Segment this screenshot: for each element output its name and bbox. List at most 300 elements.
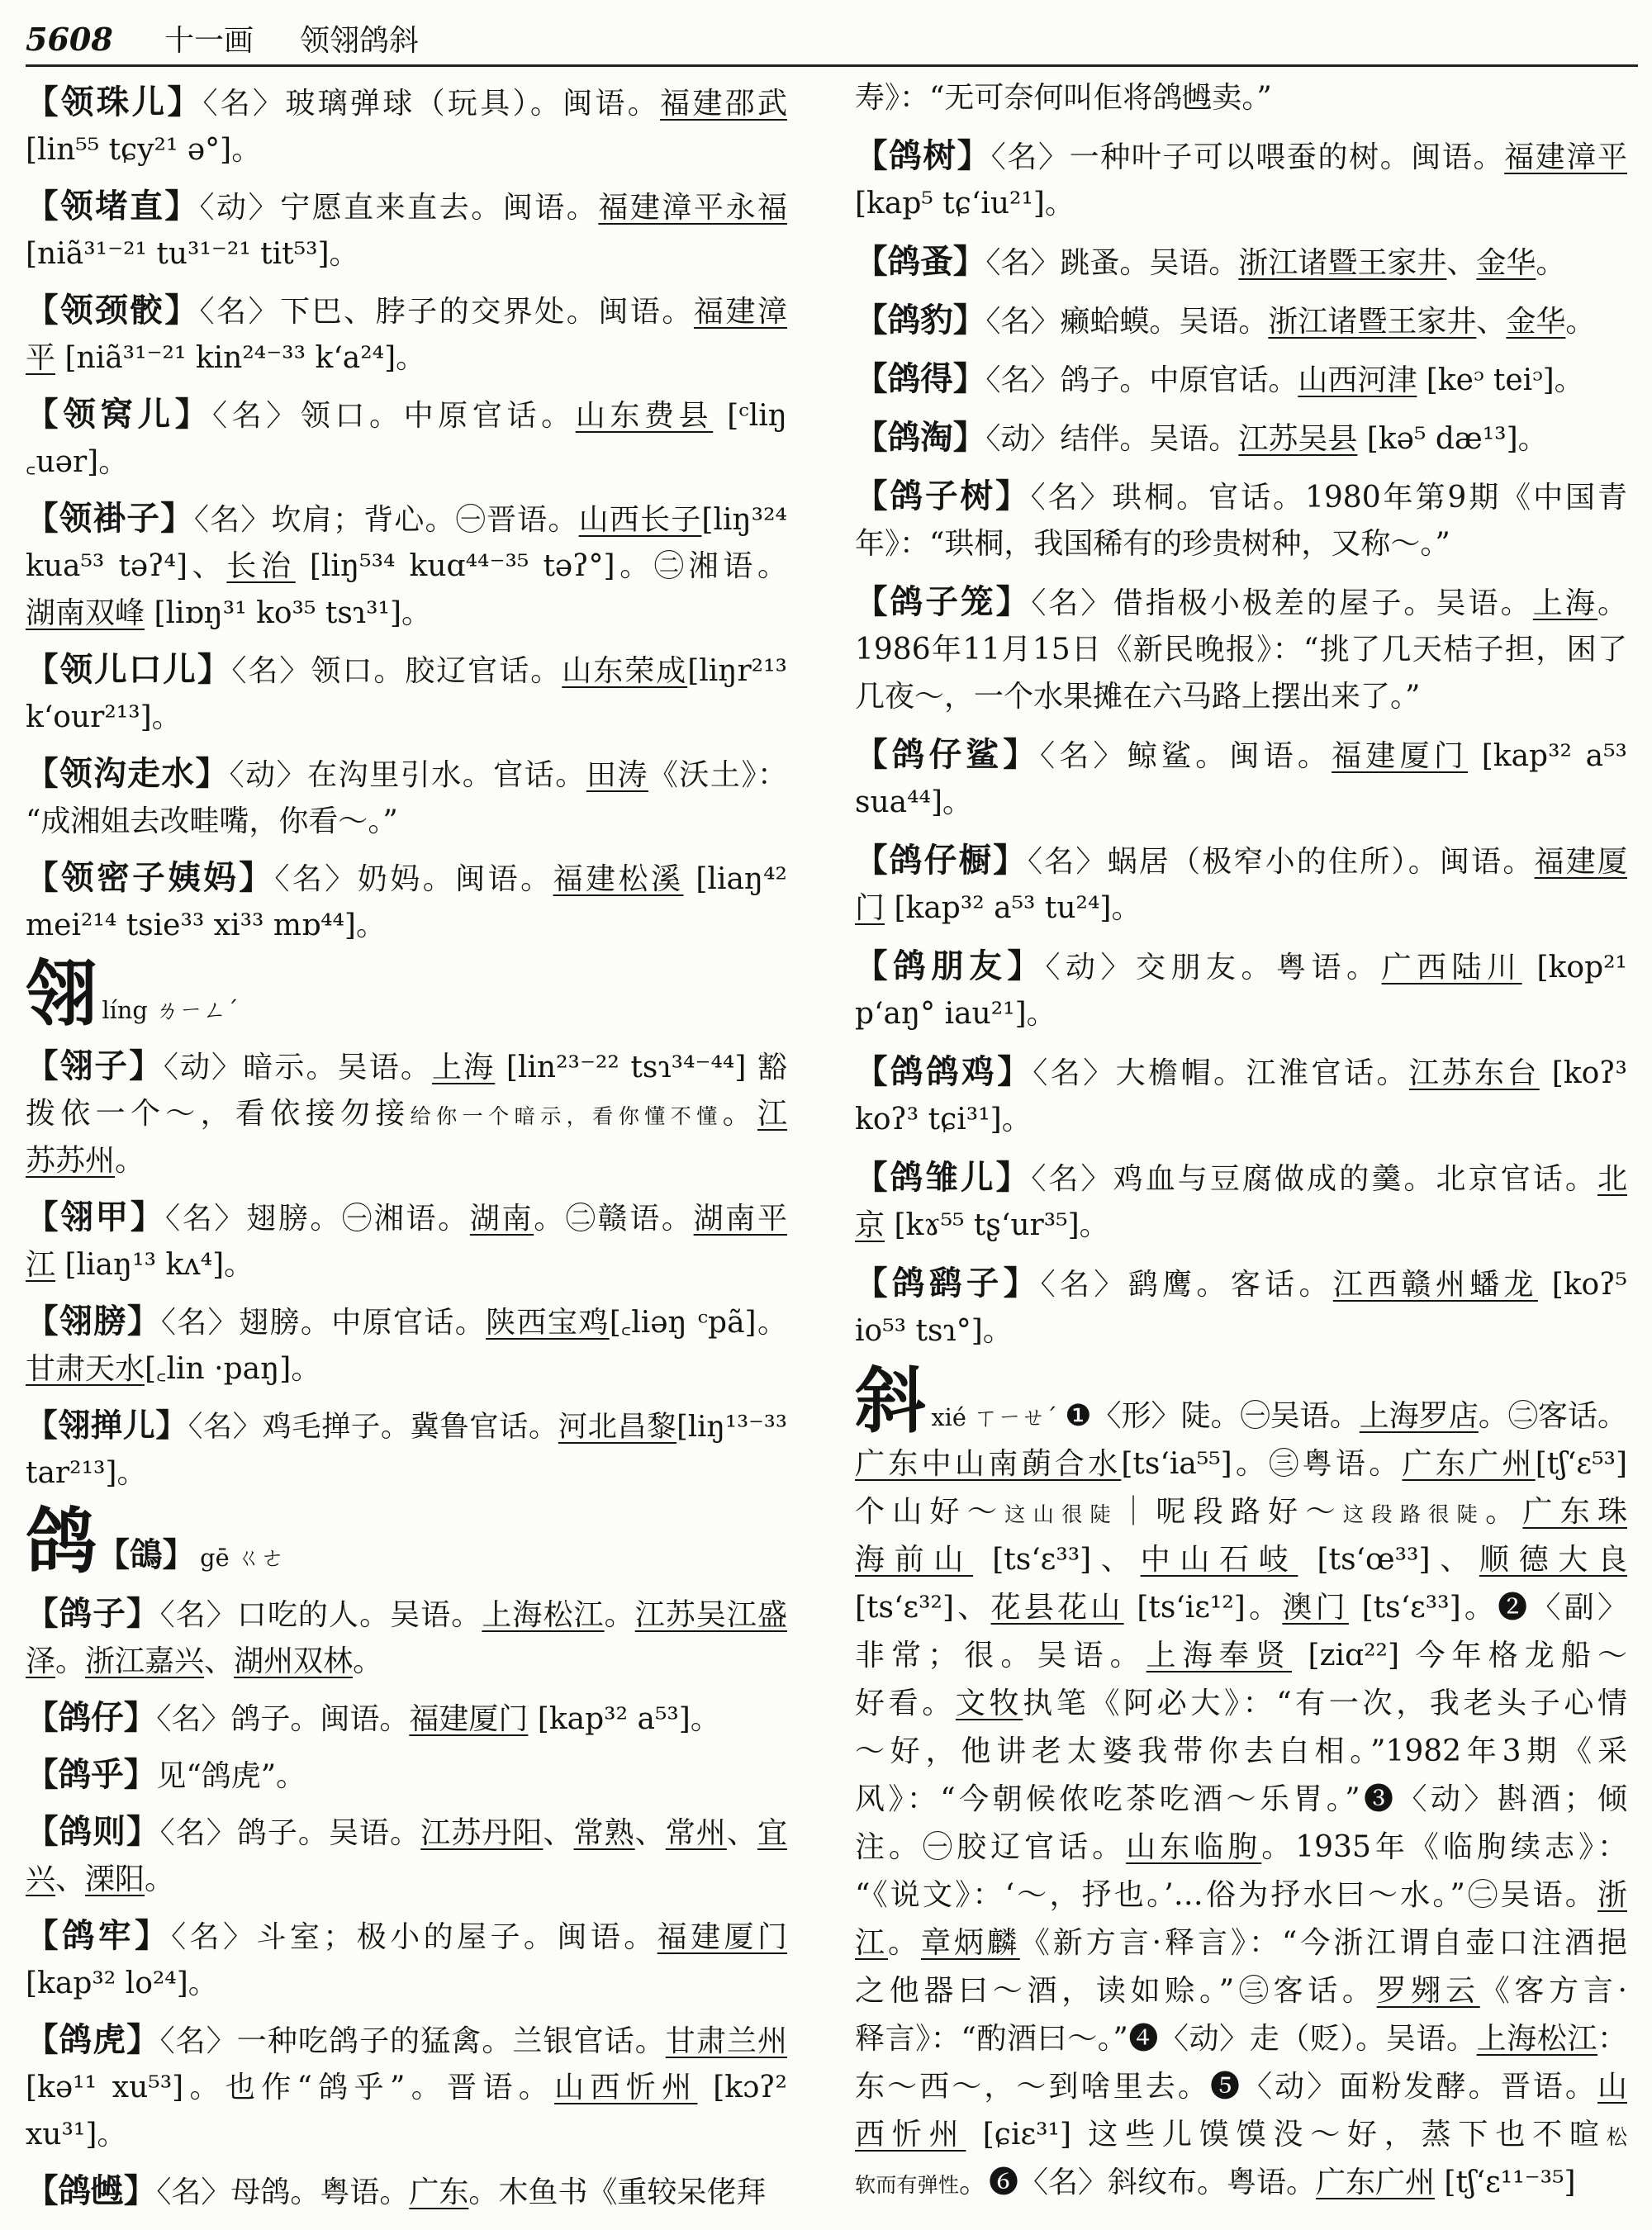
place-name: 西忻州 bbox=[855, 2118, 966, 2152]
entry-text: sua⁴⁴]。 bbox=[855, 785, 973, 819]
place-name: 浙江诸暨王家井 bbox=[1238, 246, 1447, 280]
headword: 【鸽虎】 bbox=[26, 2021, 160, 2059]
headword: 【鸽朋友】 bbox=[855, 947, 1046, 985]
headword: 【领颈骹】 bbox=[26, 292, 200, 330]
place-name: 上海松江 bbox=[1476, 2022, 1597, 2056]
text-line bbox=[855, 990, 1627, 1037]
place-name: 江 bbox=[26, 1248, 56, 1282]
place-name: 山西忻州 bbox=[554, 2071, 698, 2104]
entry-text: [liaŋ⁴² bbox=[683, 862, 787, 896]
place-name: 常州 bbox=[665, 1816, 727, 1850]
place-name: 江 bbox=[855, 1926, 888, 1960]
text-line bbox=[855, 74, 1627, 121]
entry-text: 〈名〉一种叶子可以喂蚕的树。闽语。 bbox=[990, 140, 1505, 174]
entry-text: 风》：“今朝候侬吃茶吃酒～乐胃。”❸〈动〉斟酒；倾 bbox=[855, 1782, 1627, 1816]
place-name: 福建松溪 bbox=[553, 862, 684, 896]
headword: 【鴿】 bbox=[97, 1536, 196, 1574]
entry-text: [liŋ⁵³⁴ kuɑ⁴⁴⁻³⁵ təʔ°]。㊁湘语。 bbox=[295, 549, 787, 583]
text-line bbox=[855, 1824, 1627, 1872]
place-name: 溧阳 bbox=[85, 1862, 145, 1896]
place-name: 福建漳 bbox=[693, 295, 787, 329]
entry-text: 。 bbox=[604, 1598, 635, 1632]
text-line bbox=[26, 1137, 787, 1184]
text-line bbox=[26, 1856, 787, 1903]
text-line bbox=[855, 943, 1627, 990]
entry-text: 〈名〉鸡血与豆腐做成的羹。北京官话。 bbox=[1031, 1162, 1597, 1196]
headword: 【鸽蚤】 bbox=[855, 243, 986, 281]
place-name: 浙江诸暨王家井 bbox=[1268, 305, 1477, 339]
entry-text: ꜀uər]。 bbox=[26, 445, 129, 479]
entry-text: 〈名〉翅膀。中原官话。 bbox=[160, 1306, 487, 1340]
place-name: 山 bbox=[1597, 2070, 1627, 2104]
entry-text: [ɕiɛ³¹] 这些儿馍馍没～好，蒸下也不暄 bbox=[966, 2118, 1607, 2152]
pronunciation: gē ㄍㄜ bbox=[200, 1544, 285, 1572]
place-name: 门 bbox=[855, 891, 885, 925]
entry-text: [koʔ³ bbox=[1539, 1056, 1627, 1090]
place-name: 山东费县 bbox=[575, 399, 714, 433]
dictionary-entry bbox=[855, 579, 1627, 720]
headword: 【鸽则】 bbox=[26, 1813, 160, 1851]
text-line bbox=[855, 1096, 1627, 1143]
entry-text: [tsʻɛ³³]。❷〈副〉 bbox=[1348, 1591, 1627, 1625]
entry-text: 《客方言· bbox=[1479, 1974, 1627, 2008]
entry-text: 〈名〉鸽子。中原官话。 bbox=[985, 363, 1298, 397]
entry-text: 〈名〉珙桐。官话。1980年第9期《中国青 bbox=[1030, 481, 1627, 515]
gloss-note: 这山很陡 bbox=[1004, 1502, 1119, 1526]
gloss-note: 松 bbox=[1606, 2125, 1627, 2149]
place-name: 北 bbox=[1597, 1162, 1627, 1196]
entry-text: 。木鱼书《重较呆佬拜 bbox=[468, 2175, 767, 2209]
dictionary-entry bbox=[26, 1913, 787, 2007]
text-line bbox=[26, 2111, 787, 2158]
entry-text: [tʃʻɛ⁵³] bbox=[1535, 1447, 1627, 1481]
page-header bbox=[26, 18, 419, 61]
entry-text: 。㊁客话。 bbox=[1478, 1399, 1627, 1433]
text-line bbox=[855, 473, 1627, 520]
text-line bbox=[26, 79, 787, 126]
place-name: 河北昌黎 bbox=[558, 1410, 677, 1444]
place-name: 上海罗店 bbox=[1359, 1399, 1479, 1433]
entry-text: [꜀liəŋ ᶜpã]。 bbox=[609, 1306, 787, 1340]
left-column bbox=[26, 79, 787, 2215]
entry-text: 几夜～，一个水果摊在六马路上摆出来了。” bbox=[855, 680, 1421, 714]
dictionary-entry bbox=[855, 732, 1627, 826]
entry-text: 〈名〉借指极小极差的屋子。吴语。 bbox=[1031, 586, 1533, 620]
entry-text: “成湘姐去改畦嘴，你看～。” bbox=[26, 804, 398, 838]
place-name: 宜 bbox=[757, 1816, 787, 1850]
entry-text: koʔ³ tɕi³¹]。 bbox=[855, 1103, 1032, 1136]
text-line bbox=[855, 2063, 1627, 2111]
entry-text: 〈名〉鸽子。吴语。 bbox=[159, 1816, 421, 1850]
headword: 【鸽子】 bbox=[26, 1595, 160, 1633]
place-name: 泽 bbox=[26, 1644, 56, 1678]
place-name: 海前山 bbox=[855, 1543, 974, 1577]
place-name: 山东临朐 bbox=[1126, 1830, 1262, 1864]
text-line bbox=[855, 1307, 1627, 1355]
place-name: 上海 bbox=[432, 1051, 496, 1084]
place-name: 广东广州 bbox=[1315, 2166, 1435, 2199]
text-line bbox=[26, 647, 787, 694]
head-character: 斜 bbox=[855, 1359, 927, 1443]
text-line bbox=[855, 415, 1627, 462]
place-name: 苏苏州 bbox=[26, 1144, 116, 1178]
entry-text: 〈名〉领口。中原官话。 bbox=[211, 399, 576, 433]
entry-text: 〈名〉母鸽。粤语。 bbox=[156, 2175, 410, 2209]
entry-text: kʻour²¹³]。 bbox=[26, 700, 182, 734]
text-line bbox=[26, 1241, 787, 1288]
place-name: 福建邵武 bbox=[660, 87, 787, 121]
place-name: 福建厦 bbox=[1534, 845, 1627, 879]
headword: 【鸽乸】 bbox=[26, 2172, 157, 2210]
dictionary-entry bbox=[855, 133, 1627, 227]
text-line bbox=[26, 230, 787, 278]
text-line bbox=[855, 1155, 1627, 1202]
headword: 【鸽雏儿】 bbox=[855, 1159, 1032, 1197]
place-name: 广东中山南蓢合水 bbox=[855, 1447, 1122, 1481]
place-name: 福建厦门 bbox=[409, 1702, 529, 1736]
place-name: 福建漳平 bbox=[1504, 140, 1627, 174]
text-line bbox=[26, 1500, 787, 1583]
entry-text: [lin⁵⁵ tɕy²¹ ə°]。 bbox=[26, 133, 262, 167]
text-line bbox=[855, 2111, 1627, 2159]
head-character: 鸽 bbox=[26, 1500, 97, 1583]
headword: 【领窝儿】 bbox=[26, 396, 212, 434]
entry-text: 《沃土》： bbox=[648, 758, 787, 792]
entry-text: 。 bbox=[1597, 586, 1627, 620]
entry-text: 〈名〉鲸鲨。闽语。 bbox=[1040, 739, 1332, 773]
head-character: 翎 bbox=[26, 952, 97, 1036]
place-name: 金华 bbox=[1506, 305, 1566, 339]
entry-text: 〈动〉交朋友。粤语。 bbox=[1045, 951, 1382, 985]
entry-text: 年》：“珙桐，我国稀有的珍贵树种，又称～。” bbox=[855, 527, 1450, 561]
dictionary-entry bbox=[855, 1155, 1627, 1249]
place-name: 山西河津 bbox=[1298, 363, 1417, 397]
entry-text: 。㊁赣语。 bbox=[534, 1202, 694, 1236]
text-line bbox=[855, 579, 1627, 626]
text-line bbox=[855, 297, 1627, 344]
entry-text: 东～西～，～到啥里去。❺〈动〉面粉发酵。晋语。 bbox=[855, 2070, 1597, 2104]
entry-text: [niã³¹⁻²¹ tu³¹⁻²¹ tit⁵³]。 bbox=[26, 237, 359, 271]
place-name: 浙江嘉兴 bbox=[85, 1644, 205, 1678]
text-line bbox=[26, 391, 787, 439]
entry-text: 〈名〉蜗居（极窄小的住所）。闽语。 bbox=[1027, 845, 1535, 879]
place-name: 江苏丹阳 bbox=[420, 1816, 544, 1850]
place-name: 上海奉贤 bbox=[1146, 1639, 1293, 1672]
entry-text: [ziɑ²²] 今年格龙船～ bbox=[1292, 1639, 1627, 1672]
text-line bbox=[26, 590, 787, 637]
text-line bbox=[855, 837, 1627, 885]
text-line bbox=[855, 1632, 1627, 1680]
entry-text: 拨依一个～，看依接勿接 bbox=[26, 1097, 411, 1131]
entry-text: 〈名〉翅膀。㊀湘语。 bbox=[165, 1202, 470, 1236]
entry-text: 〈名〉口吃的人。吴语。 bbox=[159, 1598, 482, 1632]
entry-text: 、 bbox=[543, 1816, 574, 1850]
text-line bbox=[26, 694, 787, 741]
entry-text: 〈动〉结伴。吴语。 bbox=[985, 422, 1239, 456]
entry-text: 。 bbox=[145, 1862, 175, 1896]
text-line bbox=[26, 1960, 787, 2007]
text-line bbox=[855, 1202, 1627, 1249]
text-line bbox=[26, 334, 787, 382]
text-line bbox=[26, 1695, 787, 1742]
dictionary-entry bbox=[855, 837, 1627, 932]
entry-text: [kɔʔ² bbox=[697, 2071, 787, 2104]
dictionary-entry bbox=[855, 74, 1627, 121]
entry-text: 〈名〉癞蛤蟆。吴语。 bbox=[985, 305, 1269, 339]
text-line bbox=[855, 673, 1627, 720]
text-line bbox=[855, 1776, 1627, 1824]
text-line bbox=[26, 1809, 787, 1856]
text-line bbox=[855, 626, 1627, 673]
place-name: 澳门 bbox=[1282, 1591, 1349, 1625]
text-line bbox=[26, 1591, 787, 1638]
entry-text: [liŋ³²⁴ bbox=[701, 503, 787, 537]
entry-text: [kap³² a⁵³]。 bbox=[528, 1702, 720, 1736]
text-line bbox=[26, 1752, 787, 1799]
entry-text: 个山好～ bbox=[855, 1495, 1005, 1529]
entry-text: [keᵓ teiᵓ]。 bbox=[1417, 363, 1584, 397]
text-line bbox=[855, 133, 1627, 180]
text-line bbox=[26, 496, 787, 543]
text-line bbox=[855, 732, 1627, 779]
headword: 【鸽子笼】 bbox=[855, 583, 1032, 621]
headword: 【领珠儿】 bbox=[26, 83, 203, 121]
text-line bbox=[855, 1536, 1627, 1584]
dictionary-entry bbox=[855, 356, 1627, 403]
entry-text: [liŋr²¹³ bbox=[687, 654, 787, 688]
entry-text: ： bbox=[1597, 2022, 1627, 2056]
page-number: 5608 bbox=[26, 21, 113, 58]
place-name: 花县花山 bbox=[990, 1591, 1124, 1625]
text-line bbox=[855, 2015, 1627, 2063]
place-name: 广东珠 bbox=[1522, 1495, 1627, 1529]
place-name: 平 bbox=[26, 341, 56, 375]
place-name: 江苏吴江盛 bbox=[634, 1598, 787, 1632]
place-name: 福建厦门 bbox=[657, 1920, 787, 1954]
entry-text: [꜀lin ·paŋ]。 bbox=[145, 1352, 321, 1386]
text-line bbox=[855, 2159, 1627, 2207]
entry-text: io⁵³ tsɿ°]。 bbox=[855, 1314, 1013, 1348]
entry-text: 。❻〈名〉斜纹布。粤语。 bbox=[958, 2166, 1316, 2199]
entry-text: 、 bbox=[1446, 246, 1477, 280]
dictionary-entry bbox=[26, 1752, 787, 1799]
entry-text: 〈名〉鸽子。闽语。 bbox=[156, 1702, 410, 1736]
right-column bbox=[855, 74, 1627, 2207]
entry-text: 〈名〉坎肩；背心。㊀晋语。 bbox=[193, 503, 579, 537]
headword: 【鸽鸽鸡】 bbox=[855, 1053, 1033, 1091]
text-line bbox=[855, 885, 1627, 932]
header-rule bbox=[26, 64, 1638, 67]
dictionary-entry bbox=[855, 1260, 1627, 1355]
dictionary-entry bbox=[26, 79, 787, 173]
headword: 【鸽仔橱】 bbox=[855, 842, 1028, 880]
dictionary-entry bbox=[26, 1809, 787, 1903]
place-name: 湖南 bbox=[469, 1202, 534, 1236]
entry-text: 、 bbox=[55, 1862, 86, 1896]
place-name: 湖南双峰 bbox=[26, 596, 145, 630]
entry-text: kua⁵³ təʔ⁴]、 bbox=[26, 549, 227, 583]
entry-text: ❶〈形〉陡。㊀吴语。 bbox=[1065, 1399, 1360, 1433]
place-name: 上海松江 bbox=[482, 1598, 605, 1632]
entry-text: [kop²¹ bbox=[1521, 951, 1627, 985]
entry-text: ～好，他讲老太婆我带你去白相。”1982年3期《采 bbox=[855, 1734, 1627, 1768]
headword: 【鸽乎】 bbox=[26, 1756, 157, 1794]
entry-text: [kɤ⁵⁵ tʂʻur³⁵]。 bbox=[885, 1208, 1109, 1242]
text-line bbox=[26, 1913, 787, 1960]
text-line bbox=[855, 1919, 1627, 1967]
place-name: 陕西宝鸡 bbox=[486, 1306, 610, 1340]
text-line bbox=[855, 239, 1627, 286]
text-line bbox=[855, 1260, 1627, 1307]
text-line bbox=[26, 1638, 787, 1685]
place-name: 江苏吴县 bbox=[1238, 422, 1358, 456]
text-line bbox=[855, 356, 1627, 403]
entry-text: [liŋ¹³⁻³³ bbox=[676, 1410, 788, 1444]
entry-text: [ᶜliŋ bbox=[713, 399, 787, 433]
entry-text: 〈名〉玻璃弹球（玩具）。闽语。 bbox=[202, 87, 661, 121]
text-line bbox=[26, 1043, 787, 1090]
text-line bbox=[26, 952, 787, 1036]
text-line bbox=[26, 2168, 787, 2215]
place-name: 福建漳平永福 bbox=[598, 191, 787, 225]
text-line bbox=[855, 1680, 1627, 1728]
entry-text: tar²¹³]。 bbox=[26, 1456, 147, 1490]
entry-text: [tʃʻɛ¹¹⁻³⁵] bbox=[1434, 2166, 1576, 2199]
text-line bbox=[26, 287, 787, 334]
headword: 【鸽得】 bbox=[855, 360, 986, 398]
place-name: 江西赣州蟠龙 bbox=[1332, 1268, 1538, 1302]
headword: 【翎掸儿】 bbox=[26, 1407, 188, 1445]
entry-text: 。 bbox=[1485, 1495, 1523, 1529]
dictionary-entry bbox=[855, 415, 1627, 462]
text-line bbox=[855, 1359, 1627, 1443]
text-line bbox=[26, 751, 787, 798]
dictionary-entry bbox=[26, 1591, 787, 1685]
dictionary-entry bbox=[855, 473, 1627, 567]
entry-text: 非常；很。吴语。 bbox=[855, 1639, 1146, 1672]
text-line bbox=[855, 1967, 1627, 2015]
entry-text: 、 bbox=[634, 1816, 666, 1850]
entry-text: 〈名〉跳蚤。吴语。 bbox=[985, 246, 1239, 280]
dictionary-entry bbox=[26, 1402, 787, 1497]
entry-text: 之他器曰～酒，读如赊。”㊂客话。 bbox=[855, 1974, 1377, 2008]
dictionary-entry bbox=[26, 1194, 787, 1288]
headword: 【领儿口儿】 bbox=[26, 651, 232, 689]
dictionary-entry bbox=[26, 855, 787, 949]
place-name: 湖南平 bbox=[693, 1202, 787, 1236]
text-line bbox=[855, 1584, 1627, 1632]
place-name: 长治 bbox=[226, 549, 296, 583]
place-name: 湖州双林 bbox=[234, 1644, 354, 1678]
pronunciation: líng ㄌㄧㄥˊ bbox=[102, 996, 239, 1024]
place-name: 甘肃兰州 bbox=[665, 2024, 787, 2058]
gloss-note: 这段路很陡 bbox=[1342, 1502, 1486, 1526]
entry-text: “《说文》：‘～，抒也。’…俗为抒水曰～水。”㊁吴语。 bbox=[855, 1878, 1597, 1912]
entry-text: 。 bbox=[722, 1097, 757, 1131]
text-line bbox=[26, 543, 787, 590]
entry-text: 〈名〉斗室；极小的屋子。闽语。 bbox=[171, 1920, 657, 1954]
headword: 【领密子姨妈】 bbox=[26, 859, 275, 897]
dictionary-entry bbox=[26, 183, 787, 278]
dictionary-entry bbox=[855, 943, 1627, 1037]
text-line bbox=[855, 1440, 1627, 1488]
place-name: 中山石岐 bbox=[1140, 1543, 1298, 1577]
entry-text: 。1935年《临朐续志》： bbox=[1261, 1830, 1627, 1864]
headword: 【鸽豹】 bbox=[855, 301, 986, 339]
place-name: 浙 bbox=[1597, 1878, 1627, 1912]
dictionary-entry bbox=[855, 239, 1627, 286]
entry-text: 、 bbox=[204, 1644, 235, 1678]
place-name: 文牧 bbox=[955, 1687, 1023, 1720]
entry-text: [niã³¹⁻²¹ kin²⁴⁻³³ kʻa²⁴]。 bbox=[55, 341, 426, 375]
text-line bbox=[26, 1450, 787, 1497]
entry-text: 。 bbox=[353, 1644, 383, 1678]
text-line bbox=[26, 439, 787, 486]
entry-text: 注。㊀胶辽官话。 bbox=[855, 1830, 1127, 1864]
place-name: 山西长子 bbox=[578, 503, 702, 537]
entry-text: [kap³² a⁵³ bbox=[1468, 739, 1627, 773]
headword: 【翎子】 bbox=[26, 1047, 164, 1085]
headword: 【鸽仔鲨】 bbox=[855, 736, 1041, 774]
text-line bbox=[26, 2017, 787, 2064]
headword: 【鸽牢】 bbox=[26, 1917, 172, 1955]
text-line bbox=[26, 855, 787, 902]
place-name: 江 bbox=[757, 1097, 787, 1131]
entry-text: ｜呢段路好～ bbox=[1118, 1495, 1343, 1529]
headword: 【鸽淘】 bbox=[855, 419, 986, 457]
entry-text: 、 bbox=[1476, 305, 1507, 339]
entry-text: 、 bbox=[726, 1816, 757, 1850]
entry-text: [liɒŋ³¹ ko³⁵ tsɿ³¹]。 bbox=[145, 596, 432, 630]
text-line bbox=[855, 1049, 1627, 1096]
entry-text: 。 bbox=[115, 1144, 145, 1178]
entry-text: 〈名〉领口。胶辽官话。 bbox=[231, 654, 563, 688]
place-name: 京 bbox=[855, 1208, 885, 1242]
pronunciation: xié ㄒㄧㄝˊ bbox=[931, 1403, 1066, 1431]
text-line bbox=[855, 1872, 1627, 1919]
entry-text: pʻaŋ° iau²¹]。 bbox=[855, 997, 1056, 1031]
gloss-note: 给你一个暗示，看你懂不懂 bbox=[410, 1104, 723, 1128]
header-characters: 领翎鸽斜 bbox=[300, 24, 420, 58]
entry-text: 。 bbox=[887, 1926, 921, 1960]
place-name: 广东广州 bbox=[1402, 1447, 1536, 1481]
entry-text: [tsʻɛ³²]、 bbox=[855, 1591, 991, 1625]
dictionary-entry bbox=[26, 647, 787, 741]
place-name: 罗翙云 bbox=[1376, 1974, 1480, 2008]
text-line bbox=[26, 1194, 787, 1241]
place-name: 田涛 bbox=[586, 758, 648, 792]
place-name: 章炳麟 bbox=[920, 1926, 1020, 1960]
text-line bbox=[855, 520, 1627, 567]
entry-text: [lin²³⁻²² tsɿ³⁴⁻⁴⁴] 豁 bbox=[495, 1051, 787, 1084]
character-heading bbox=[26, 1500, 787, 1583]
character-heading bbox=[26, 952, 787, 1036]
entry-text: 。 bbox=[1565, 305, 1596, 339]
headword: 【鸽仔】 bbox=[26, 1699, 157, 1737]
place-name: 顺德大良 bbox=[1479, 1543, 1627, 1577]
entry-text: 1986年11月15日《新民晚报》：“挑了几天桔子担，困了 bbox=[855, 633, 1627, 667]
place-name: 山东荣成 bbox=[562, 654, 688, 688]
entry-text: 执笔《阿必大》：“有一次，我老头子心情 bbox=[1023, 1687, 1627, 1720]
entry-text: xu³¹]。 bbox=[26, 2118, 127, 2152]
place-name: 广西陆川 bbox=[1381, 951, 1522, 985]
dictionary-entry bbox=[855, 1049, 1627, 1143]
entry-text: [kə⁵ dæ¹³]。 bbox=[1357, 422, 1548, 456]
text-line bbox=[855, 1488, 1627, 1536]
headword: 【领褂子】 bbox=[26, 500, 194, 538]
text-line bbox=[26, 902, 787, 949]
dictionary-entry bbox=[855, 297, 1627, 344]
